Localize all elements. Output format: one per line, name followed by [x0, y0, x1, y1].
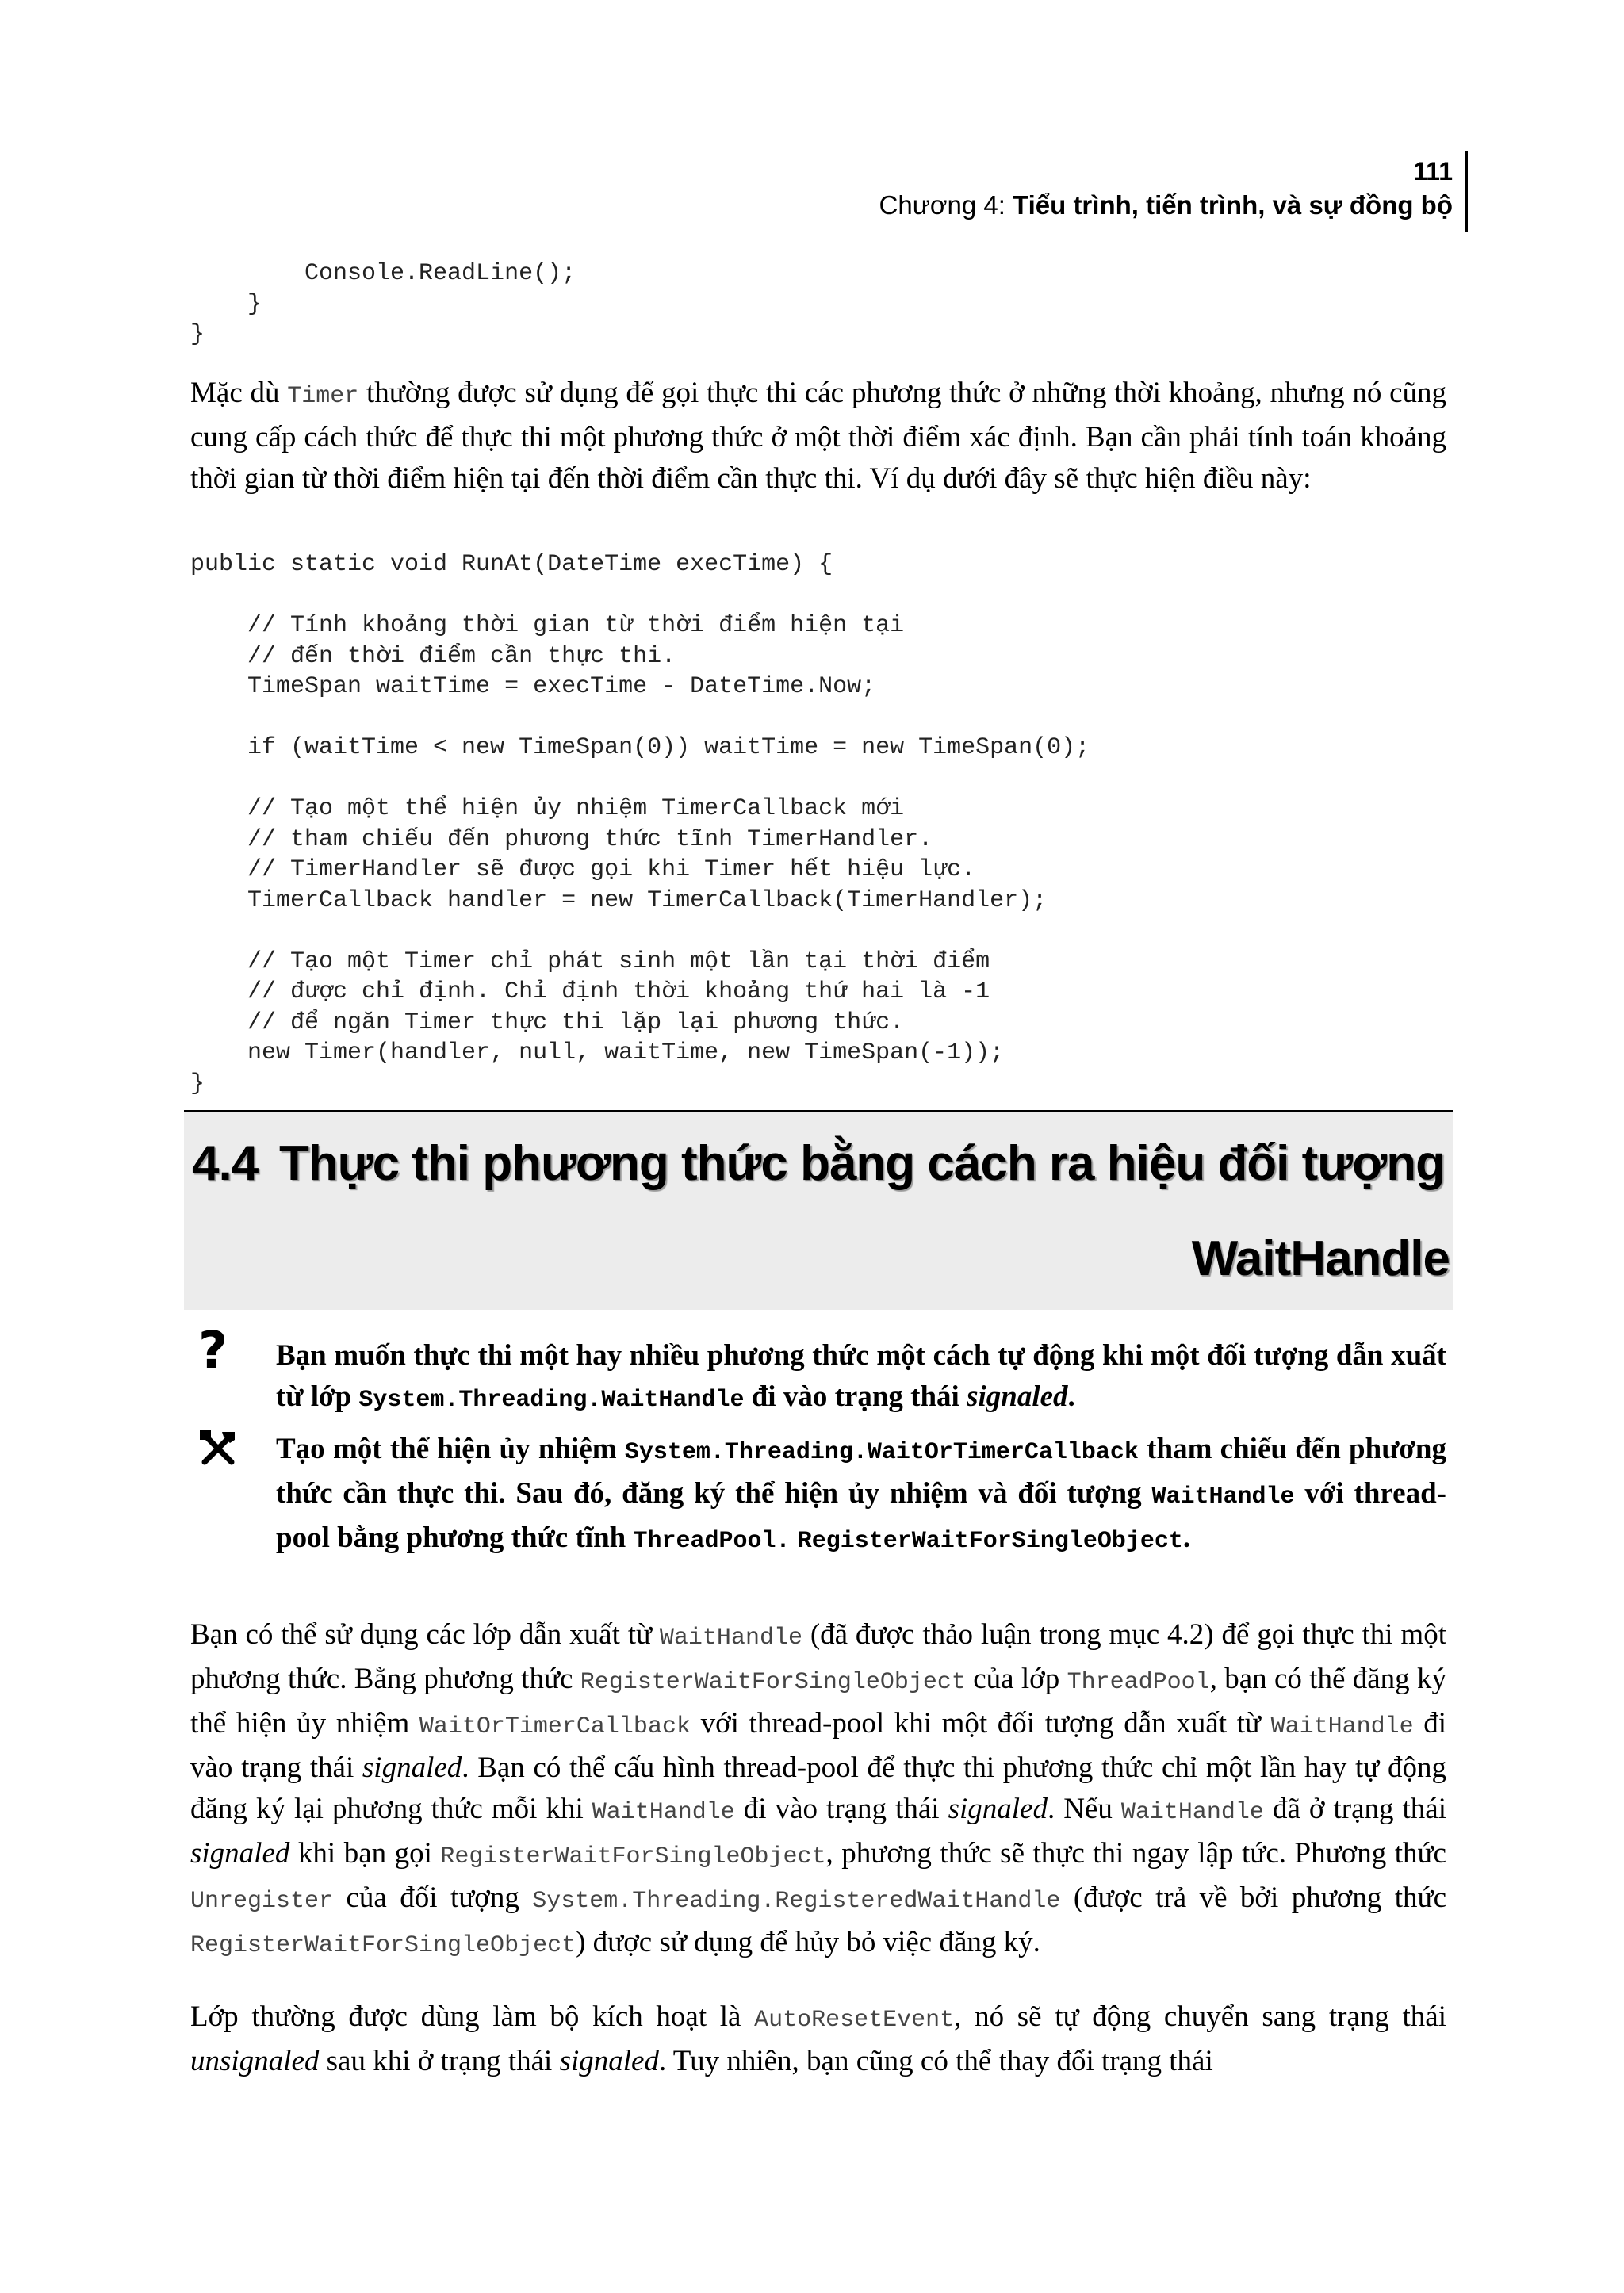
running-header [879, 155, 1453, 224]
section-heading [192, 1132, 1445, 1196]
page-number: 111 [1413, 157, 1453, 186]
question-mark-icon: ? [198, 1322, 228, 1380]
solution-statement: Tạo một thể hiện ủy nhiệm System.Threading.WaitOrTimerCallback tham chiếu đến phương thức cần thực thi. Sau đó, đăng ký thể hiện ủy nhiệm và đối tượng WaitHandle với thread-pool bằng phương thức tĩnh ThreadPool. RegisterWaitForSingleObject. [276, 1433, 1446, 1555]
section-title-line2: WaitHandle [1191, 1231, 1450, 1286]
chapter-title: Tiểu trình, tiến trình, và sự đồng bộ [1013, 190, 1453, 220]
chapter-header [879, 187, 1453, 224]
paragraph-register-wait: Bạn có thể sử dụng các lớp dẫn xuất từ WaitHandle (đã được thảo luận trong mục 4.2) để gọi thực thi một phương thức. Bằng phương thức RegisterWaitForSingleObject của lớp ThreadPool, bạn có thể đăng ký thể hiện ủy nhiệm WaitOrTimerCallback với thread-pool khi một đối tượng dẫn xuất từ WaitHandle đi vào trạng thái signaled. Bạn có thể cấu hình thread-pool để thực thi phương thức chỉ một lần hay tự động đăng ký lại phương thức mỗi khi WaitHandle đi vào trạng thái signaled. Nếu WaitHandle đã ở trạng thái signaled khi bạn gọi RegisterWaitForSingleObject, phương thức sẽ thực thi ngay lập tức. Phương thức Unregister của đối tượng System.Threading.RegisteredWaitHandle (được trả về bởi phương thức RegisterWaitForSingleObject) được sử dụng để hủy bỏ việc đăng ký. [190, 1618, 1446, 1959]
header-rule [1465, 151, 1468, 232]
problem-statement: Bạn muốn thực thi một hay nhiều phương thức một cách tự động khi một đối tượng dẫn xuất từ lớp System.Threading.WaitHandle đi vào trạng thái signaled. [276, 1339, 1446, 1414]
paragraph-timer-intro: Mặc dù Timer thường được sử dụng để gọi thực thi các phương thức ở những thời khoảng, nhưng nó cũng cung cấp cách thức để thực thi một phương thức ở một thời điểm xác định. Bạn cần phải tính toán khoảng thời gian từ thời điểm hiện tại đến thời điểm cần thực thi. Ví dụ dưới đây sẽ thực hiện điều này: [190, 377, 1447, 495]
section-number: 4.4 [192, 1136, 259, 1191]
tools-icon [198, 1429, 243, 1473]
code-block-runat: public static void RunAt(DateTime execTime) { // Tính khoảng thời gian từ thời điểm hiện tại // đến thời điểm cần thực thi. TimeSpan waitTime = execTime - DateTime.Now; if (waitTime < new TimeSpan(0)) waitTime = new TimeSpan(0); // Tạo một thể hiện ủy nhiệm TimerCallback mới // tham chiếu đến phương thức tĩnh TimerHandler. // TimerHandler sẽ được gọi khi Timer hết hiệu lực. TimerCallback handler = new TimerCallback(TimerHandler); // Tạo một Timer chỉ phát sinh một lần tại thời điểm // được chỉ định. Chỉ định thời khoảng thứ hai là -1 // để ngăn Timer thực thi lặp lại phương thức. new Timer(handler, null, waitTime, new TimeSpan(-1)); } [190, 551, 1090, 1097]
section-title-line1: Thực thi phương thức bằng cách ra hiệu đối tượng [278, 1136, 1445, 1191]
code-block-end: Console.ReadLine(); } } [190, 260, 576, 348]
inline-code: Timer [287, 383, 359, 410]
paragraph-autoresetevent: Lớp thường được dùng làm bộ kích hoạt là AutoResetEvent, nó sẽ tự động chuyển sang trạng thái unsignaled sau khi ở trạng thái signaled. Tuy nhiên, bạn cũng có thể thay đổi trạng thái [190, 2000, 1447, 2077]
chapter-label: Chương 4: [879, 190, 1013, 220]
